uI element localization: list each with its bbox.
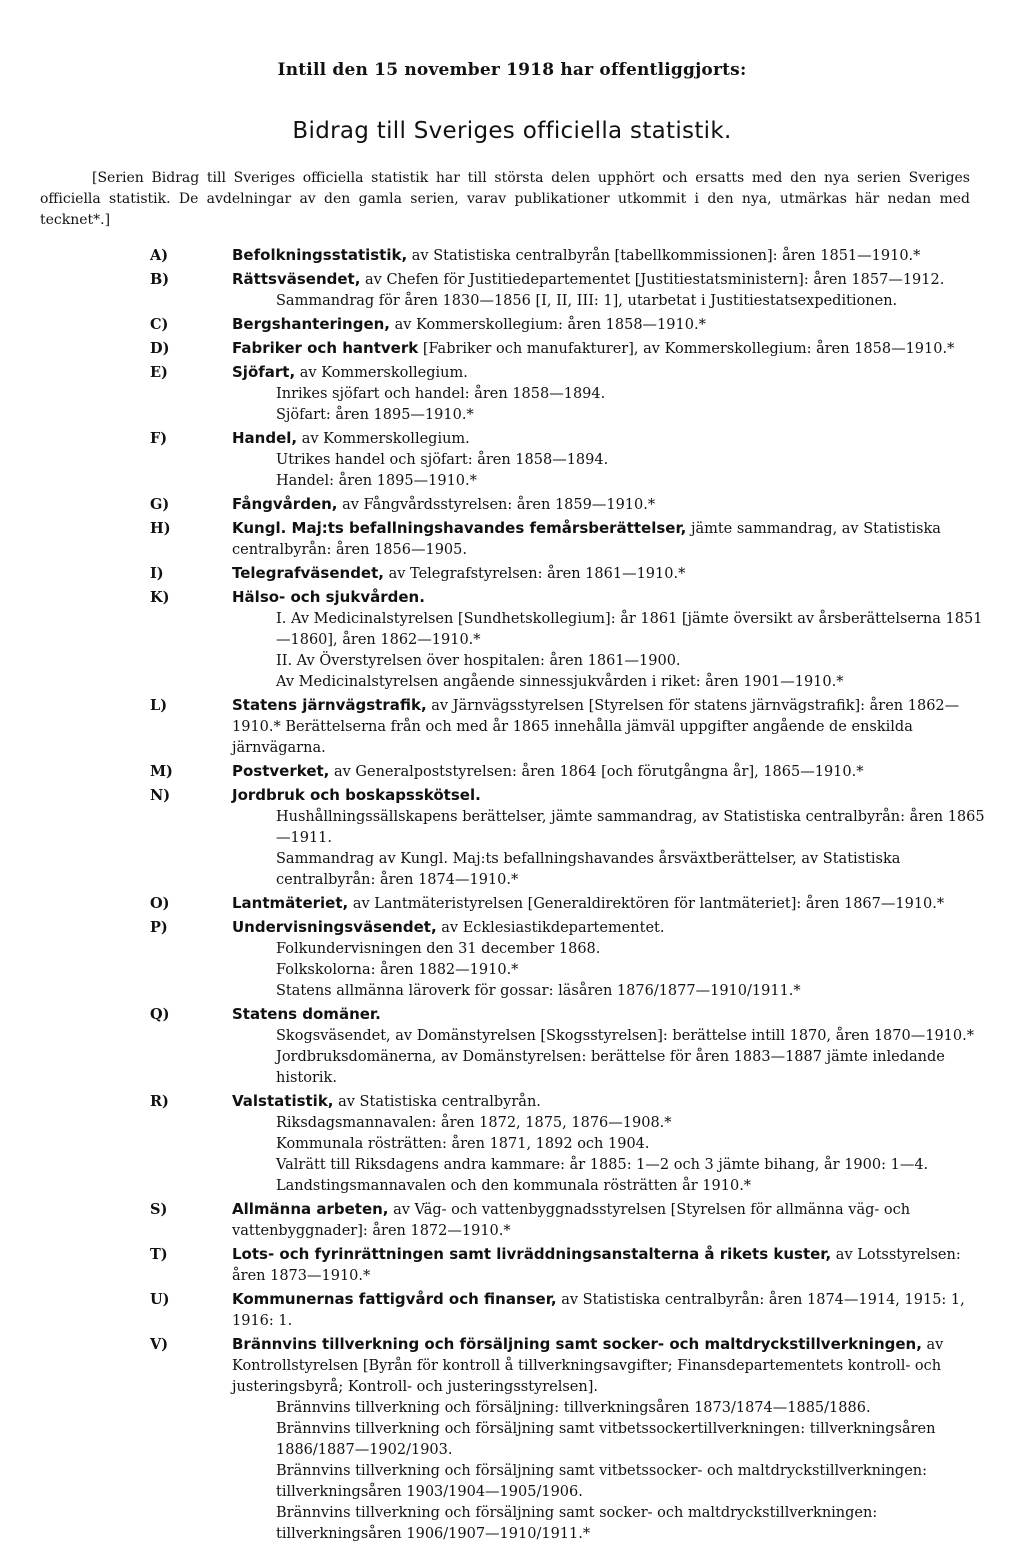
entry-subitem: Brännvins tillverkning och försäljning samt vitbetssocker- och maltdryckstillverkningen: tillverkningsåren 1903/1904—1905/1906. xyxy=(276,1463,928,1500)
list-item xyxy=(40,563,985,585)
entry-name: Lantmäteriet, xyxy=(232,894,349,912)
entry-heading xyxy=(232,362,985,384)
entry-letter: P) xyxy=(150,919,168,936)
entry-subitem: Riksdagsmannavalen: åren 1872, 1875, 1876—1908.* xyxy=(276,1115,672,1131)
entry-description: av Ecklesiastikdepartementet. xyxy=(436,920,665,936)
entry-heading xyxy=(232,1289,985,1332)
entry-letter: L) xyxy=(150,697,168,714)
entry-heading xyxy=(232,1091,985,1113)
entry-heading xyxy=(232,785,985,807)
entry-name: Telegrafväsendet, xyxy=(232,564,384,582)
entry-name: Valstatistik, xyxy=(232,1092,334,1110)
entry-subitem: Sammandrag av Kungl. Maj:ts befallningshavandes årsväxtberättelser, av Statistiska centralbyrån: åren 1874—1910.* xyxy=(276,851,901,888)
entry-subitem: Hushållningssällskapens berättelser, jämte sammandrag, av Statistiska centralbyrån: åren 1865—1911. xyxy=(276,809,985,846)
entry-heading xyxy=(232,1199,985,1242)
entry-name: Fångvården, xyxy=(232,495,338,513)
entry-heading xyxy=(232,761,985,783)
entry-name: Statens domäner. xyxy=(232,1005,381,1023)
entry-name: Rättsväsendet, xyxy=(232,270,361,288)
entry-heading xyxy=(232,563,985,585)
entry-description: av Väg- och vattenbyggnadsstyrelsen [Styrelsen för allmänna väg- och vattenbyggnader]: åren 1872—1910.* xyxy=(232,1202,911,1239)
page-header: Intill den 15 november 1918 har offentliggjorts: xyxy=(277,60,747,80)
entry-subitem: Utrikes handel och sjöfart: åren 1858—1894. xyxy=(276,452,609,468)
entry-subitem: Brännvins tillverkning och försäljning: tillverkningsåren 1873/1874—1885/1886. xyxy=(276,1400,871,1416)
entry-description: av Lantmäteristyrelsen [Generaldirektören för lantmäteriet]: åren 1867—1910.* xyxy=(348,896,945,912)
entry-subitem: Brännvins tillverkning och försäljning samt socker- och maltdryckstillverkningen: tillverkningsåren 1906/1907—1910/1911.* xyxy=(276,1505,878,1542)
entry-description: av Statistiska centralbyrån. xyxy=(333,1094,541,1110)
entry-letter: C) xyxy=(150,316,169,333)
entry-heading xyxy=(232,587,985,609)
list-item xyxy=(40,695,985,759)
entry-name: Hälso- och sjukvården. xyxy=(232,588,425,606)
entry-description: av Kommerskollegium. xyxy=(297,431,470,447)
list-item xyxy=(40,1004,985,1089)
entry-heading xyxy=(232,245,985,267)
list-item xyxy=(40,1289,985,1332)
entry-heading xyxy=(232,314,985,336)
entry-subitem: I. Av Medicinalstyrelsen [Sundhetskollegium]: år 1861 [jämte översikt av årsberättelserna 1851—1860], åren 1862—1910.* xyxy=(276,611,983,648)
entry-letter: O) xyxy=(150,895,170,912)
entry-name: Bergshanteringen, xyxy=(232,315,390,333)
entry-letter: N) xyxy=(150,787,171,804)
entry-subitem: Kommunala rösträtten: åren 1871, 1892 och 1904. xyxy=(276,1136,650,1152)
entry-heading xyxy=(232,1244,985,1287)
entry-letter: D) xyxy=(150,340,170,357)
entry-heading xyxy=(232,338,985,360)
entry-subitem: Statens allmänna läroverk för gossar: läsåren 1876/1877—1910/1911.* xyxy=(276,983,801,999)
entry-description: jämte sammandrag, av Statistiska centralbyrån: åren 1856—1905. xyxy=(232,521,941,558)
entry-description: av Telegrafstyrelsen: åren 1861—1910.* xyxy=(383,566,686,582)
list-item xyxy=(40,1244,985,1287)
list-item xyxy=(40,1334,985,1545)
entry-description: av Generalpoststyrelsen: åren 1864 [och förutgångna år], 1865—1910.* xyxy=(329,764,864,780)
entry-description: av Kontrollstyrelsen [Byrån för kontroll å tillverkningsavgifter; Finansdepartementets kontroll- och justeringsbyrå; Kontroll- och justeringsstyrelsen]. xyxy=(232,1337,944,1395)
entry-heading xyxy=(232,518,985,561)
entry-name: Statens järnvägstrafik, xyxy=(232,696,427,714)
entry-subitem: Brännvins tillverkning och försäljning samt vitbetssockertillverkningen: tillverkningsåren 1886/1887—1902/1903. xyxy=(276,1421,936,1458)
entry-subitem: II. Av Överstyrelsen över hospitalen: åren 1861—1900. xyxy=(276,653,681,669)
entry-subitem: Jordbruksdomänerna, av Domänstyrelsen: berättelse för åren 1883—1887 jämte inledande historik. xyxy=(276,1049,945,1086)
list-item xyxy=(40,362,985,426)
entry-description: av Järnvägsstyrelsen [Styrelsen för statens järnvägstrafik]: åren 1862—1910.* Berättelserna från och med år 1865 innehålla jämväl uppgifter angående de enskilda järnvägarna. xyxy=(232,698,960,756)
entry-letter: B) xyxy=(150,271,170,288)
entry-letter: T) xyxy=(150,1246,168,1263)
entry-description: av Lotsstyrelsen: åren 1873—1910.* xyxy=(232,1247,961,1284)
entry-description: av Statistiska centralbyrån [tabellkommissionen]: åren 1851—1910.* xyxy=(407,248,921,264)
page-title: Bidrag till Sveriges officiella statistik. xyxy=(292,118,732,144)
entry-letter: Q) xyxy=(150,1006,170,1023)
entry-heading xyxy=(232,1334,985,1398)
entry-letter: U) xyxy=(150,1291,170,1308)
entry-subitem: Skogsväsendet, av Domänstyrelsen [Skogsstyrelsen]: berättelse intill 1870, åren 1870—1910.* xyxy=(276,1028,974,1044)
entry-subitem: Folkskolorna: åren 1882—1910.* xyxy=(276,962,519,978)
entry-subitem: Valrätt till Riksdagens andra kammare: år 1885: 1—2 och 3 jämte bihang, år 1900: 1—4. xyxy=(276,1157,929,1173)
entry-list xyxy=(40,245,985,1547)
intro-paragraph xyxy=(40,168,970,231)
intro-text: [Serien Bidrag till Sveriges officiella statistik har till största delen upphört och ersatts med den nya serien Sveriges officiella statistik. De avdelningar av den gamla serien, varav publikationer utkommit i den nya, utmärkas här nedan med tecknet*.] xyxy=(40,170,970,228)
list-item xyxy=(40,1091,985,1197)
entry-letter: I) xyxy=(150,565,164,582)
list-item xyxy=(40,494,985,516)
list-item xyxy=(40,893,985,915)
entry-name: Undervisningsväsendet, xyxy=(232,918,437,936)
entry-heading xyxy=(232,269,985,291)
entry-subitem: Av Medicinalstyrelsen angående sinnessjukvården i riket: åren 1901—1910.* xyxy=(276,674,844,690)
entry-letter: H) xyxy=(150,520,171,537)
entry-subitem: Folkundervisningen den 31 december 1868. xyxy=(276,941,601,957)
entry-name: Kungl. Maj:ts befallningshavandes femårsberättelser, xyxy=(232,519,687,537)
list-item xyxy=(40,428,985,492)
entry-subitem: Handel: åren 1895—1910.* xyxy=(276,473,477,489)
entry-name: Fabriker och hantverk xyxy=(232,339,419,357)
entry-description: av Fångvårdsstyrelsen: åren 1859—1910.* xyxy=(337,497,656,513)
entry-letter: F) xyxy=(150,430,168,447)
entry-subitem: Inrikes sjöfart och handel: åren 1858—1894. xyxy=(276,386,606,402)
entry-description: av Kommerskollegium. xyxy=(295,365,468,381)
entry-heading xyxy=(232,893,985,915)
list-item xyxy=(40,269,985,312)
entry-description: av Chefen för Justitiedepartementet [Justitiestatsministern]: åren 1857—1912. xyxy=(360,272,945,288)
list-item xyxy=(40,587,985,693)
entry-heading xyxy=(232,428,985,450)
entry-subitem: Sjöfart: åren 1895—1910.* xyxy=(276,407,474,423)
entry-letter: G) xyxy=(150,496,170,513)
list-item xyxy=(40,245,985,267)
entry-letter: R) xyxy=(150,1093,169,1110)
list-item xyxy=(40,1199,985,1242)
entry-description: [Fabriker och manufakturer], av Kommerskollegium: åren 1858—1910.* xyxy=(418,341,955,357)
entry-heading xyxy=(232,695,985,759)
entry-description: av Kommerskollegium: åren 1858—1910.* xyxy=(390,317,706,333)
entry-letter: S) xyxy=(150,1201,168,1218)
list-item xyxy=(40,917,985,1002)
entry-letter: V) xyxy=(150,1336,169,1353)
entry-name: Allmänna arbeten, xyxy=(232,1200,389,1218)
entry-description: av Statistiska centralbyrån: åren 1874—1914, 1915: 1, 1916: 1. xyxy=(232,1292,965,1329)
entry-name: Kommunernas fattigvård och finanser, xyxy=(232,1290,557,1308)
entry-name: Befolkningsstatistik, xyxy=(232,246,408,264)
entry-name: Sjöfart, xyxy=(232,363,296,381)
entry-subitem: Landstingsmannavalen och den kommunala rösträtten år 1910.* xyxy=(276,1178,752,1194)
entry-name: Lots- och fyrinrättningen samt livräddningsanstalterna å rikets kuster, xyxy=(232,1245,832,1263)
entry-letter: K) xyxy=(150,589,170,606)
list-item xyxy=(40,761,985,783)
entry-heading xyxy=(232,494,985,516)
entry-subitem: Sammandrag för åren 1830—1856 [I, II, III: 1], utarbetat i Justitiestatsexpeditionen. xyxy=(276,293,898,309)
entry-name: Jordbruk och boskapsskötsel. xyxy=(232,786,481,804)
entry-name: Handel, xyxy=(232,429,298,447)
list-item xyxy=(40,785,985,891)
list-item xyxy=(40,314,985,336)
entry-letter: E) xyxy=(150,364,168,381)
list-item xyxy=(40,518,985,561)
entry-heading xyxy=(232,1004,985,1026)
entry-heading xyxy=(232,917,985,939)
list-item xyxy=(40,338,985,360)
entry-name: Postverket, xyxy=(232,762,330,780)
entry-letter: A) xyxy=(150,247,169,264)
entry-name: Brännvins tillverkning och försäljning samt socker- och maltdryckstillverkningen, xyxy=(232,1335,922,1353)
entry-letter: M) xyxy=(150,763,173,780)
